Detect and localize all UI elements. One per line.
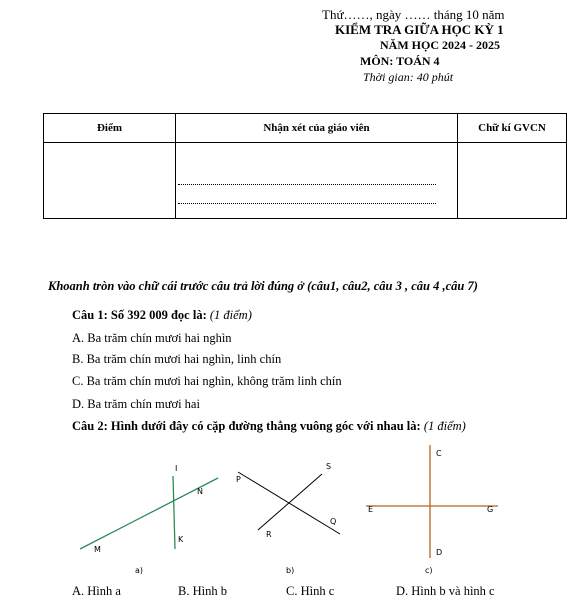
figure-b-caption: b)	[286, 566, 295, 575]
q1-option-c[interactable]: C. Ba trăm chín mươi hai nghìn, không trăm linh chín	[72, 374, 342, 388]
question-2-points: (1 điểm)	[423, 419, 466, 433]
point-k-label: K	[178, 535, 184, 544]
point-e-label: E	[368, 505, 374, 514]
subject: MÔN: TOÁN 4	[360, 54, 440, 68]
q2-option-d[interactable]: D. Hình b và hình c	[396, 584, 495, 598]
figure-c-caption: c)	[425, 566, 433, 575]
figure-a	[80, 464, 218, 575]
q2-option-c[interactable]: C. Hình c	[286, 584, 335, 598]
q2-option-b[interactable]: B. Hình b	[178, 584, 227, 598]
point-r-label: R	[266, 530, 272, 539]
point-q-label: Q	[330, 517, 337, 526]
figure-a-caption: a)	[135, 566, 144, 575]
q1-option-d[interactable]: D. Ba trăm chín mươi hai	[72, 397, 200, 411]
header-signature: Chữ kí GVCN	[458, 114, 567, 143]
point-s-label: S	[326, 462, 332, 471]
question-2-label: Câu 2: Hình dưới đây có cặp đường thẳng vuông góc với nhau là:	[72, 419, 421, 433]
header-score: Điểm	[44, 114, 176, 143]
question-1-points: (1 điểm)	[209, 308, 252, 322]
time-limit: Thời gian: 40 phút	[363, 70, 454, 84]
q1-option-b[interactable]: B. Ba trăm chín mươi hai nghìn, linh chín	[72, 352, 282, 366]
line-sr	[258, 474, 322, 530]
point-m-label: M	[94, 545, 101, 554]
question-1-label: Câu 1: Số 392 009 đọc là:	[72, 308, 207, 322]
header-teacher-comment: Nhận xét của giáo viên	[176, 114, 458, 143]
point-g-label: G	[487, 505, 494, 514]
point-n-label: N	[197, 487, 203, 496]
q1-option-a[interactable]: A. Ba trăm chín mươi hai nghìn	[72, 331, 232, 345]
point-p-label: P	[236, 475, 241, 484]
figure-c	[366, 445, 498, 575]
q2-option-a[interactable]: A. Hình a	[72, 584, 121, 598]
school-year: NĂM HỌC 2024 - 2025	[380, 38, 500, 52]
point-c-label: C	[436, 449, 442, 458]
exam-title: KIỂM TRA GIỮA HỌC KỲ 1	[335, 22, 504, 37]
figure-b	[236, 462, 340, 575]
date-line: Thứ……, ngày …… tháng 10 năm	[322, 7, 505, 22]
instruction: Khoanh tròn vào chữ cái trước câu trả lời đúng ở (câu1, câu2, câu 3 , câu 4 ,câu 7)	[48, 279, 478, 293]
line-ik	[173, 476, 175, 549]
point-d-label: D	[436, 548, 443, 557]
point-i-label: I	[175, 464, 178, 473]
